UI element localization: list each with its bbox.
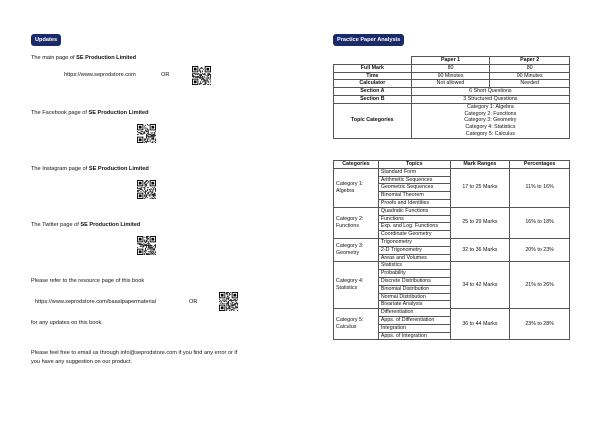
or-label: OR bbox=[189, 299, 198, 305]
category-name-line-1: Category 4: bbox=[336, 278, 364, 285]
category-name-line-1: Category 1: bbox=[336, 180, 364, 187]
topic-cell: Functions bbox=[378, 215, 450, 223]
mark-range-cell: 25 to 29 Marks bbox=[450, 207, 510, 238]
table-row bbox=[334, 238, 570, 246]
table-row bbox=[334, 72, 570, 80]
resource-url[interactable]: https://www.seprodstore.com/baaslpapermaterial bbox=[35, 299, 156, 305]
table-row bbox=[334, 95, 570, 103]
topic-cell: Proofs and Identities bbox=[378, 199, 450, 207]
section-b-value: 3 Structured Questions bbox=[411, 95, 569, 103]
instagram-text: The Instagram page of SE Production Limited bbox=[31, 166, 149, 172]
category-name-line-1: Category 5: bbox=[336, 317, 364, 324]
categories-table bbox=[333, 160, 570, 340]
category-name-line-1: Category 3: bbox=[336, 243, 364, 250]
qr-code-main-icon[interactable] bbox=[192, 66, 211, 85]
percentage-cell: 16% to 18% bbox=[510, 207, 570, 238]
percentage-cell: 21% to 26% bbox=[510, 262, 570, 309]
topic-category-item: Category 4: Statistics bbox=[465, 124, 516, 131]
mark-range-cell: 17 to 25 Marks bbox=[450, 168, 510, 207]
topic-cell: Binomial Distribution bbox=[378, 285, 450, 293]
table-row bbox=[334, 64, 570, 72]
topic-cell: Quadratic Functions bbox=[378, 207, 450, 215]
category-name-line-2: Functions bbox=[336, 222, 359, 229]
topic-cell: Apps. of Integration bbox=[378, 332, 450, 340]
full-mark-p1: 80 bbox=[411, 64, 490, 72]
category-name-cell bbox=[334, 168, 379, 207]
qr-code-twitter-icon[interactable] bbox=[137, 236, 156, 255]
topic-category-item: Category 5: Calculus bbox=[465, 130, 515, 137]
table-row bbox=[334, 88, 570, 96]
category-name-cell bbox=[334, 238, 379, 261]
topic-category-item: Category 1: Algebra bbox=[466, 103, 514, 110]
qr-code-resource-icon[interactable] bbox=[219, 292, 238, 311]
table-row bbox=[334, 168, 570, 176]
category-name-line-2: Calculus bbox=[336, 324, 357, 331]
topic-cell: Trigonometry bbox=[378, 238, 450, 246]
category-name-cell bbox=[334, 262, 379, 309]
col-header-categories: Categories bbox=[334, 161, 379, 169]
time-label: Time bbox=[334, 72, 412, 80]
paper-2-header: Paper 2 bbox=[490, 57, 570, 65]
topic-category-item: Category 2: Functions bbox=[464, 110, 517, 117]
main-page-text: The main page of SE Production Limited bbox=[31, 55, 137, 61]
topic-cell: Standard Form bbox=[378, 168, 450, 176]
contact-line-1: Please feel free to email us through info@seprodstore.com if you find any error or if bbox=[31, 350, 238, 356]
resource-after-text: for any updates on this book. bbox=[31, 320, 103, 326]
table-row bbox=[334, 262, 570, 270]
table-row bbox=[334, 103, 570, 138]
topic-cell: Coordinate Geometry bbox=[378, 231, 450, 239]
calculator-label: Calculator bbox=[334, 80, 412, 88]
category-name-line-2: Geometry bbox=[336, 250, 360, 257]
calculator-p2: Needed bbox=[490, 80, 570, 88]
table-row bbox=[334, 80, 570, 88]
facebook-text: The Facebook page of SE Production Limited bbox=[31, 110, 149, 116]
topic-cell: Discrete Distributions bbox=[378, 277, 450, 285]
topic-cell: Exp. and Log. Functions bbox=[378, 223, 450, 231]
mark-range-cell: 36 to 44 Marks bbox=[450, 309, 510, 340]
topic-categories-list bbox=[411, 103, 569, 138]
topic-cell: Bivariate Analysis bbox=[378, 301, 450, 309]
table-row bbox=[334, 207, 570, 215]
topic-cell: Probability bbox=[378, 270, 450, 278]
topic-cell: Normal Distribution bbox=[378, 293, 450, 301]
percentage-cell: 11% to 16% bbox=[510, 168, 570, 207]
col-header-mark-ranges: Mark Ranges bbox=[450, 161, 510, 169]
col-header-topics: Topics bbox=[378, 161, 450, 169]
category-name-line-2: Algebra bbox=[336, 187, 355, 194]
updates-header: Updates bbox=[31, 34, 61, 46]
mark-range-cell: 32 to 36 Marks bbox=[450, 238, 510, 261]
full-mark-label: Full Mark bbox=[334, 64, 412, 72]
category-name-cell bbox=[334, 309, 379, 340]
topic-cell: Binomial Theorem bbox=[378, 192, 450, 200]
topic-cell: Arithmetic Sequences bbox=[378, 176, 450, 184]
mark-range-cell: 34 to 42 Marks bbox=[450, 262, 510, 309]
topic-cell: Integration bbox=[378, 324, 450, 332]
topic-cell: Differentiation bbox=[378, 309, 450, 317]
topic-categories-label: Topic Categories bbox=[334, 103, 412, 138]
paper-1-header: Paper 1 bbox=[411, 57, 490, 65]
qr-code-instagram-icon[interactable] bbox=[137, 180, 156, 199]
calculator-p1: Not allowed bbox=[411, 80, 490, 88]
section-b-label: Section B bbox=[334, 95, 412, 103]
table-header-row bbox=[334, 161, 570, 169]
practice-paper-analysis-header: Practice Paper Analysis bbox=[333, 34, 404, 46]
twitter-text: The Twitter page of SE Production Limited bbox=[31, 222, 141, 228]
topic-cell: Apps. of Differentiation bbox=[378, 316, 450, 324]
time-p2: 90 Minutes bbox=[490, 72, 570, 80]
category-name-line-2: Statistics bbox=[336, 285, 358, 292]
table-row bbox=[334, 309, 570, 317]
topic-category-item: Category 3: Geometry bbox=[464, 117, 517, 124]
contact-line-2: you have any suggestion on our product. bbox=[31, 359, 133, 365]
table-row bbox=[334, 57, 570, 65]
topic-cell: Statistics bbox=[378, 262, 450, 270]
percentage-cell: 20% to 23% bbox=[510, 238, 570, 261]
category-name-line-1: Category 2: bbox=[336, 216, 364, 223]
topic-cell: 2-D Trigonometry bbox=[378, 246, 450, 254]
section-a-label: Section A bbox=[334, 88, 412, 96]
category-name-cell bbox=[334, 207, 379, 238]
qr-code-facebook-icon[interactable] bbox=[137, 124, 156, 143]
section-a-value: 6 Short Questions bbox=[411, 88, 569, 96]
paper-analysis-table bbox=[333, 56, 570, 139]
percentage-cell: 23% to 28% bbox=[510, 309, 570, 340]
resource-text: Please refer to the resource page of this book bbox=[31, 278, 145, 284]
full-mark-p2: 80 bbox=[490, 64, 570, 72]
col-header-percentages: Percentages bbox=[510, 161, 570, 169]
time-p1: 90 Minutes bbox=[411, 72, 490, 80]
topic-cell: Areas and Volumes bbox=[378, 254, 450, 262]
topic-cell: Geometric Sequences bbox=[378, 184, 450, 192]
or-label: OR bbox=[161, 72, 170, 78]
main-page-url[interactable]: https://www.seprodstore.com bbox=[64, 72, 136, 78]
